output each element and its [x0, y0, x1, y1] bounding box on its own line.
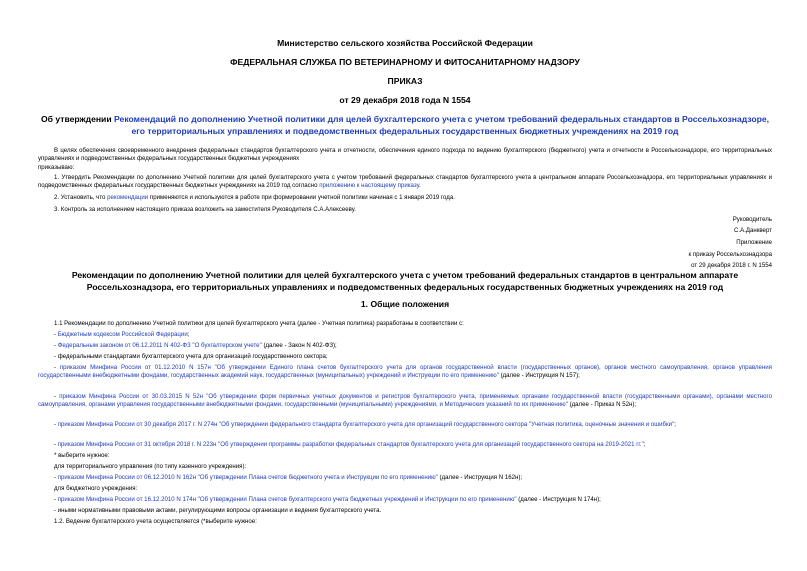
order-date-number: от 29 декабря 2018 года N 1554 — [339, 95, 471, 105]
list-dash: - — [54, 342, 58, 349]
item-2-text: 2. Установить, что — [54, 194, 108, 201]
list-end: ; — [187, 331, 190, 338]
item-3: 3. Контроль за исполнением настоящего приказа возложить на заместителя Руководителя С.А.Алексееву. — [54, 206, 356, 213]
order-52n-link[interactable]: приказом Минфина России от 30.03.2015 N 52н "Об утверждении форм первичных учетных документов и регистров бухгалтерского учета, применяемых органами государственной власти (государственными органами), органами местного самоуправления, органами управления государственными внебюджетными фондами, государственными (муниципальными) учреждениями, и Методических указаний по их применению" — [38, 393, 772, 409]
order-174n-link[interactable]: приказом Минфина России от 16.12.2010 N 174н "Об утверждении Плана счетов бухгалтерского учета бюджетных учреждений и Инструкции по его применению" — [57, 496, 517, 503]
list-dash: - — [54, 474, 58, 481]
recommendations-link[interactable]: рекомендации — [107, 194, 149, 201]
recommendations-title: Рекомендации по дополнению Учетной политики для целей бухгалтерского учета с учетом требований федеральных стандартов в центральном аппарате Россельхознадзора, его территориальных управлениях и подведомственных федеральных государственных бюджетных учреждениях на 2019 год — [71, 270, 739, 292]
territorial-note: для территориального управления (по типу казенного учреждения): — [54, 463, 247, 470]
order-157n-link[interactable]: приказом Минфина России от 01.12.2010 N 157н "Об утверждении Единого плана счетов бухгалтерского учета для органов государственной власти (государственных органов), органов местного самоуправления, органов управления государственными внебюджетными фондами, государственных академий наук, государственных (муниципальных) учреждений и Инструкции по его применению" — [38, 364, 772, 380]
list-dash: - — [54, 331, 58, 338]
appendix-date: от 29 декабря 2018 г. N 1554 — [691, 262, 772, 269]
item-1-end: . — [419, 182, 421, 190]
list-dash: - — [54, 364, 60, 371]
list-item — [38, 421, 772, 429]
list-item — [38, 496, 772, 504]
signature-role: Руководитель — [732, 216, 772, 223]
order-223n-link[interactable]: приказом Минфина России от 31 октября 2018 г. N 223н "Об утверждении программы разработки федеральных стандартов бухгалтерского учета для организаций государственного сектора на 2019-2021 гг." — [57, 441, 644, 448]
order-word: приказываю: — [38, 164, 75, 171]
order-title-prefix: Об утверждении — [40, 114, 115, 124]
paragraph-1-2: 1.2. Ведение бухгалтерского учета осуществляется (*выберите нужное: — [54, 518, 257, 525]
order-162n-link[interactable]: приказом Минфина России от 06.12.2010 N 162н "Об утверждении Плана счетов бюджетного учета и Инструкции по его применению" — [57, 474, 438, 481]
list-item — [38, 474, 772, 482]
ministry-heading: Министерство сельского хозяйства Российской Федерации — [277, 38, 533, 48]
list-item — [38, 364, 772, 380]
appendix-label: Приложение — [736, 239, 772, 246]
item-2-end: применяются и используются в работе при формировании учетной политики начиная с 1 января 2019 года. — [148, 194, 455, 201]
order-type-heading: ПРИКАЗ — [387, 76, 423, 86]
list-end: ; — [643, 441, 646, 448]
list-item — [38, 331, 772, 339]
list-dash: - — [54, 496, 58, 503]
appendix-order: к приказу Россельхознадзора — [688, 251, 772, 258]
paragraph-1-1: 1.1 Рекомендации по дополнению Учетной политики для целей бухгалтерского учета (далее - Учетная политика) разработаны в соответствии с: — [54, 320, 464, 327]
choose-note: * выберите нужное: — [54, 452, 110, 459]
item-2 — [38, 194, 772, 202]
list-item — [38, 393, 772, 409]
list-end: (далее - Приказ N 52н); — [567, 401, 637, 409]
order-274n-link[interactable]: приказом Минфина России от 30 декабря 2017 г. N 274н "Об утверждении федерального стандарта бухгалтерского учета для организаций государственного сектора "Учетная политика, оценочные значения и ошибки" — [57, 421, 675, 428]
appendix-link[interactable]: приложению к настоящему приказу — [319, 182, 420, 190]
service-heading: ФЕДЕРАЛЬНАЯ СЛУЖБА ПО ВЕТЕРИНАРНОМУ И ФИТОСАНИТАРНОМУ НАДЗОРУ — [230, 57, 580, 67]
item-1 — [38, 174, 772, 190]
list-end: (далее - Инструкция N 162н); — [437, 474, 523, 481]
list-end: (далее - Инструкция N 174н); — [516, 496, 601, 503]
list-dash: - — [54, 441, 58, 448]
signature-name: С.А.Данкверт — [733, 227, 772, 234]
list-end: ; — [674, 421, 676, 428]
item-1-text: 1. Утвердить Рекомендации по дополнению Учетной политики для целей бухгалтерского учета с учетом требований федеральных стандартов бухгалтерского учета в центральном аппарате Россельхознадзора, его территориальных управлениях и подведомственных федеральных государственных бюджетных учреждениях на 2019 год согласно — [38, 174, 772, 190]
order-title-link[interactable]: Рекомендаций по дополнению Учетной политики для целей бухгалтерского учета с учетом требований федеральных стандартов в Россельхознадзоре, его территориальных управлениях и подведомственных федеральных государственных бюджетных учреждениях на 2019 год — [114, 114, 770, 136]
budget-note: для бюджетного учреждения: — [54, 485, 138, 492]
federal-law-link[interactable]: Федеральным законом от 06.12.2011 N 402-ФЗ "О бухгалтерском учете" — [57, 342, 262, 349]
list-item: - федеральными стандартами бухгалтерского учета для организаций государственного сектора; — [54, 353, 328, 360]
preamble-paragraph: В целях обеспечения своевременного внедрения федеральных стандартов бухгалтерского учета и отчетности, обеспечения единого подхода по ведению бухгалтерского (бюджетного) учета и отчетности в Россельхознадзоре, его территориальных управлениях и подведомственных федеральных государственных бюджетных учреждениях — [38, 147, 772, 163]
list-item — [38, 441, 772, 449]
list-dash: - — [54, 421, 58, 428]
list-end: (далее - Закон N 402-ФЗ); — [261, 342, 337, 349]
section-1-title: 1. Общие положения — [360, 299, 450, 309]
list-item: - иными нормативными правовыми актами, регулирующими вопросы организации и ведения бухгалтерского учета. — [54, 507, 382, 514]
list-item — [38, 342, 772, 350]
list-dash: - — [54, 393, 60, 400]
order-title — [38, 114, 772, 137]
budget-code-link[interactable]: Бюджетным кодексом Российской Федерации — [57, 331, 188, 338]
list-end: (далее - Инструкция N 157); — [498, 372, 580, 380]
